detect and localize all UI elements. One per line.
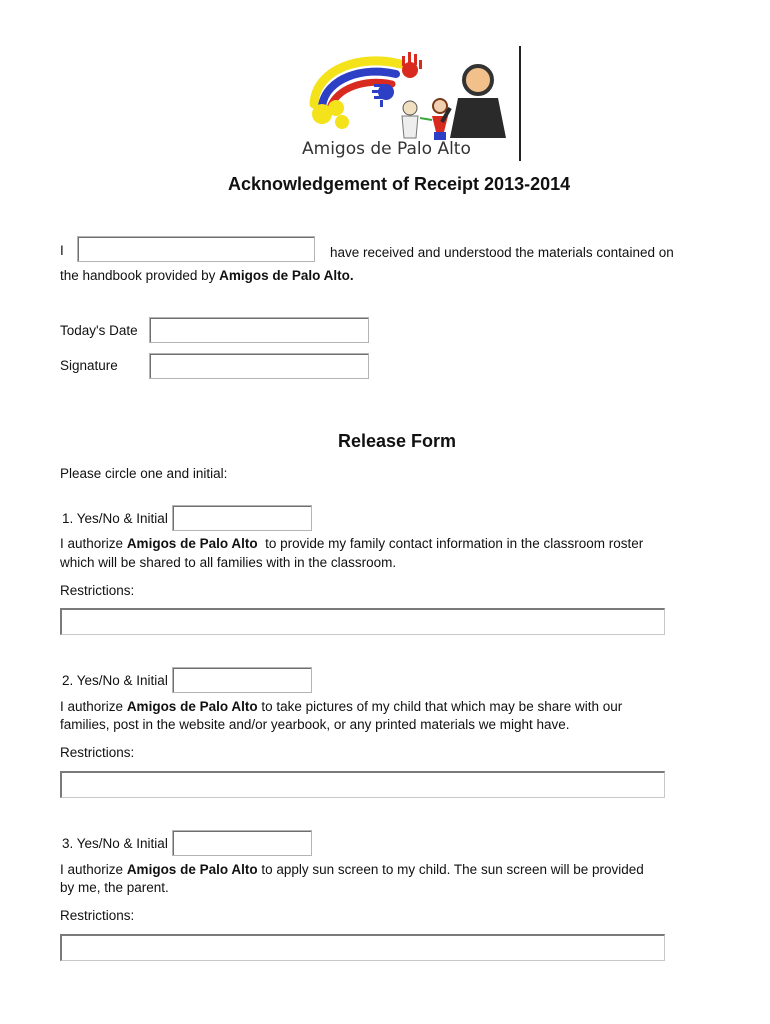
- release-item-3-initial-field[interactable]: [172, 830, 312, 856]
- statement-org-name: Amigos de Palo Alto.: [219, 268, 354, 283]
- todays-date-label: Today's Date: [60, 323, 138, 338]
- statement-line1: have received and understood the materials contained on: [330, 245, 674, 260]
- org-name: Amigos de Palo Alto: [126, 699, 258, 714]
- release-item-3-line1: [60, 862, 644, 877]
- release-instruction: Please circle one and initial:: [60, 466, 228, 481]
- release-item-3-restrictions-label: Restrictions:: [60, 908, 135, 923]
- todays-date-field[interactable]: [149, 317, 369, 343]
- authorize-text: I authorize: [60, 699, 124, 714]
- org-name: Amigos de Palo Alto: [126, 862, 258, 877]
- release-form-title: Release Form: [338, 431, 457, 451]
- release-item-2-initial-field[interactable]: [172, 667, 312, 693]
- release-item-1-label: 1. Yes/No & Initial: [62, 511, 168, 526]
- statement-prefix: I: [60, 243, 64, 258]
- release-item-2-restrictions-label: Restrictions:: [60, 745, 135, 760]
- signature-field[interactable]: [149, 353, 369, 379]
- release-item-2-line2: families, post in the website and/or yearbook, or any printed materials we might have.: [60, 717, 570, 732]
- signature-label: Signature: [60, 358, 118, 373]
- statement-line2-text: the handbook provided by: [60, 268, 216, 283]
- authorize-text: I authorize: [60, 862, 124, 877]
- children-drawing-logo-icon: [292, 46, 522, 161]
- release-item-3-line2: by me, the parent.: [60, 880, 169, 895]
- release-item-1-restrictions-label: Restrictions:: [60, 583, 135, 598]
- release-item-1-initial-field[interactable]: [172, 505, 312, 531]
- release-item-1-line1-rest: to provide my family contact information in the classroom roster: [257, 536, 644, 551]
- release-item-2-line1: [60, 699, 622, 714]
- release-item-3-line1-rest: to apply sun screen to my child. The sun screen will be provided: [257, 862, 644, 877]
- name-field[interactable]: [77, 236, 315, 262]
- release-item-2-line1-rest: to take pictures of my child that which may be share with our: [257, 699, 623, 714]
- authorize-text: I authorize: [60, 536, 124, 551]
- logo-divider: [519, 46, 521, 161]
- release-item-1-line1: [60, 536, 643, 551]
- release-item-3-restrictions-field[interactable]: [60, 934, 665, 961]
- release-item-2-restrictions-field[interactable]: [60, 771, 665, 798]
- release-item-3-label: 3. Yes/No & Initial: [62, 836, 168, 851]
- org-name: Amigos de Palo Alto: [126, 536, 258, 551]
- release-item-1-line2: which will be shared to all families with in the classroom.: [60, 555, 397, 570]
- logo-caption: Amigos de Palo Alto: [302, 139, 471, 159]
- amigos-logo: [292, 46, 522, 161]
- statement-line2: [60, 268, 354, 283]
- acknowledgement-title: Acknowledgement of Receipt 2013-2014: [228, 174, 571, 194]
- release-item-2-label: 2. Yes/No & Initial: [62, 673, 168, 688]
- release-item-1-restrictions-field[interactable]: [60, 608, 665, 635]
